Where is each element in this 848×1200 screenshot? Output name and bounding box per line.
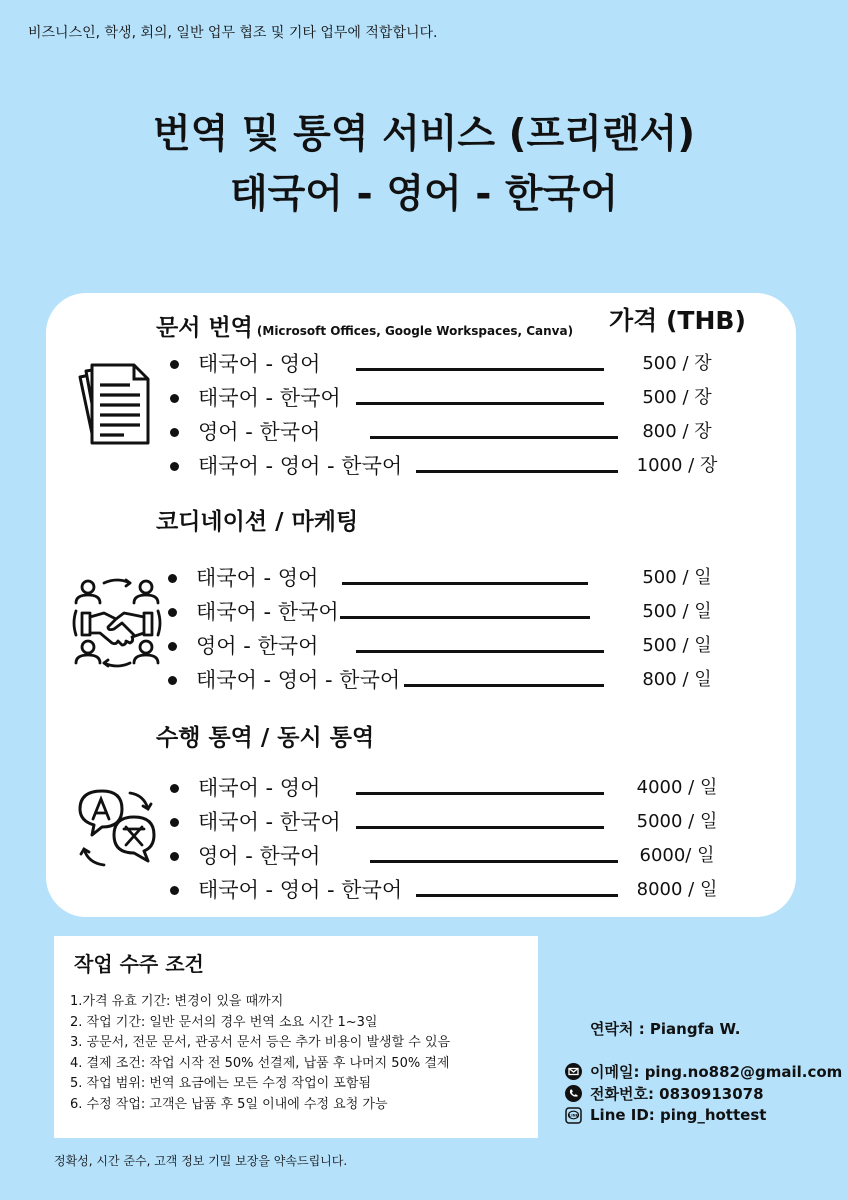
- section-title-coordination: 코디네이션 / 마케팅: [156, 509, 359, 535]
- leader-line: [356, 402, 604, 405]
- handshake-network-icon: [72, 577, 162, 669]
- language-pair-label: 영어 - 한국어: [196, 634, 319, 658]
- contact-line[interactable]: [565, 1104, 766, 1126]
- bullet: [170, 428, 179, 437]
- email-icon: [565, 1063, 582, 1080]
- price-value: 500 / 장: [642, 387, 712, 408]
- section-subtitle: (Microsoft Offices, Google Workspaces, Canva): [256, 324, 574, 338]
- terms-item: 4. 결제 조건: 작업 시작 전 50% 선결제, 납품 후 나머지 50% 결제: [70, 1055, 450, 1071]
- page-subtitle: 태국어 - 영어 - 한국어: [229, 172, 619, 217]
- bullet: [170, 784, 179, 793]
- list-item: [170, 773, 770, 803]
- terms-item: 5. 작업 범위: 번역 요금에는 모든 수정 작업이 포함됨: [70, 1076, 372, 1091]
- contact-name: 연락처 : Piangfa W.: [590, 1020, 741, 1038]
- price-card: [46, 293, 796, 917]
- leader-line: [356, 650, 604, 653]
- bullet: [168, 642, 177, 651]
- leader-line: [370, 860, 618, 863]
- price-header: 가격 (THB): [609, 306, 746, 335]
- leader-line: [416, 894, 618, 897]
- language-pair-label: 태국어 - 영어 - 한국어: [198, 454, 403, 478]
- terms-box: [54, 936, 538, 1138]
- svg-text:LINE: LINE: [568, 1113, 579, 1118]
- language-pair-label: 태국어 - 영어 - 한국어: [198, 878, 403, 902]
- top-note: 비즈니스인, 학생, 회의, 일반 업무 협조 및 기타 업무에 적합합니다.: [28, 25, 438, 41]
- documents-icon: [72, 359, 156, 449]
- leader-line: [356, 368, 604, 371]
- price-value: 500 / 일: [642, 601, 712, 622]
- list-item: [170, 451, 770, 481]
- section-title-interpretation: 수행 통역 / 동시 통역: [156, 725, 375, 751]
- leader-line: [356, 826, 604, 829]
- language-pair-label: 태국어 - 영어 - 한국어: [196, 668, 401, 692]
- contact-email[interactable]: [565, 1060, 842, 1082]
- page-title: 번역 및 통역 서비스 (프리랜서): [152, 112, 696, 157]
- list-item: [170, 841, 770, 871]
- language-pair-label: 태국어 - 한국어: [196, 600, 339, 624]
- bullet: [170, 360, 179, 369]
- price-value: 500 / 장: [642, 353, 712, 374]
- footer-note: 정확성, 시간 준수, 고객 정보 기밀 보장을 약속드립니다.: [54, 1154, 348, 1168]
- language-pair-label: 영어 - 한국어: [198, 844, 321, 868]
- contact-phone[interactable]: [565, 1082, 764, 1104]
- price-value: 800 / 일: [642, 669, 712, 690]
- list-item: [170, 807, 770, 837]
- leader-line: [404, 684, 604, 687]
- terms-item: 3. 공문서, 전문 문서, 관공서 문서 등은 추가 비용이 발생할 수 있음: [70, 1035, 451, 1050]
- list-item: [170, 383, 770, 413]
- bullet: [168, 574, 177, 583]
- language-pair-label: 태국어 - 한국어: [198, 810, 341, 834]
- terms-item: 1.가격 유효 기간: 변경이 있을 때까지: [70, 994, 284, 1009]
- bullet: [170, 886, 179, 895]
- leader-line: [416, 470, 618, 473]
- bullet: [168, 608, 177, 617]
- bullet: [170, 818, 179, 827]
- leader-line: [342, 582, 588, 585]
- price-value: 800 / 장: [642, 421, 712, 442]
- list-item: [168, 665, 768, 695]
- list-item: [168, 597, 768, 627]
- list-item: [170, 875, 770, 905]
- list-item: [168, 563, 768, 593]
- phone-icon: [565, 1085, 582, 1102]
- language-pair-label: 영어 - 한국어: [198, 420, 321, 444]
- terms-list: [70, 992, 450, 1115]
- language-pair-label: 태국어 - 영어: [198, 352, 321, 376]
- price-value: 500 / 일: [642, 567, 712, 588]
- leader-line: [340, 616, 590, 619]
- bullet: [168, 676, 177, 685]
- terms-title: 작업 수주 조건: [74, 952, 204, 976]
- language-pair-label: 태국어 - 한국어: [198, 386, 341, 410]
- section-title-text: 문서 번역: [156, 315, 253, 341]
- language-pair-label: 태국어 - 영어: [198, 776, 321, 800]
- list-item: [170, 417, 770, 447]
- price-value: 1000 / 장: [636, 455, 718, 476]
- list-item: [170, 349, 770, 379]
- contact-phone-text: 전화번호: 0830913078: [590, 1084, 764, 1103]
- bullet: [170, 462, 179, 471]
- price-value: 4000 / 일: [636, 777, 718, 798]
- bullet: [170, 394, 179, 403]
- language-pair-label: 태국어 - 영어: [196, 566, 319, 590]
- translate-bubbles-icon: [76, 787, 162, 871]
- list-item: [168, 631, 768, 661]
- contact-email-text: 이메일: ping.no882@gmail.com: [590, 1062, 843, 1081]
- leader-line: [356, 792, 604, 795]
- price-value: 8000 / 일: [636, 879, 718, 900]
- price-value: 500 / 일: [642, 635, 712, 656]
- terms-item: 2. 작업 기간: 일반 문서의 경우 번역 소요 시간 1~3일: [70, 1014, 378, 1030]
- terms-item: 6. 수정 작업: 고객은 납품 후 5일 이내에 수정 요청 가능: [70, 1096, 388, 1112]
- line-app-icon: [565, 1107, 582, 1124]
- leader-line: [370, 436, 618, 439]
- contact-line-text: Line ID: ping_hottest: [590, 1106, 767, 1124]
- price-value: 5000 / 일: [636, 811, 718, 832]
- section-title-document: [156, 309, 573, 342]
- price-value: 6000/ 일: [639, 845, 715, 866]
- bullet: [170, 852, 179, 861]
